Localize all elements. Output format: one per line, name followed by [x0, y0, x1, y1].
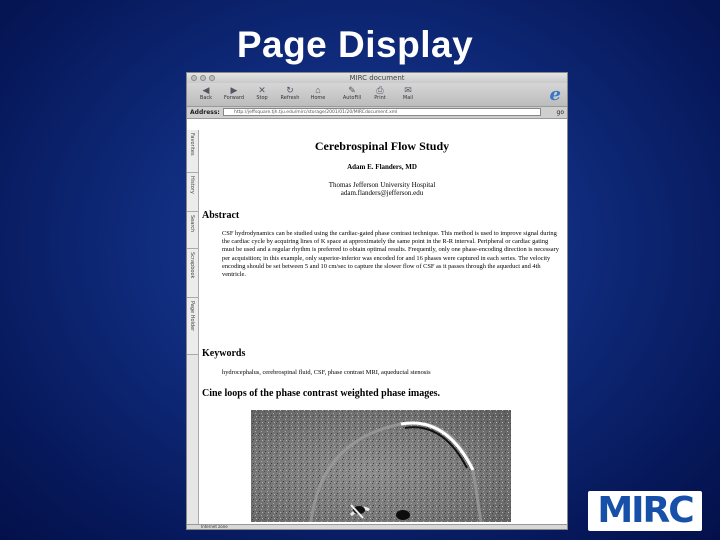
forward-label: Forward — [223, 95, 245, 101]
affiliation-text: Thomas Jefferson University Hospital — [328, 181, 436, 189]
address-bar — [187, 107, 567, 119]
status-bar — [187, 524, 567, 530]
mri-phase-contrast-image[interactable] — [251, 410, 511, 522]
address-label: Address: — [190, 109, 220, 116]
back-label: Back — [199, 95, 213, 101]
home-icon: ⌂ — [315, 85, 321, 95]
keywords-text: hydrocephalus, cerebrospinal fluid, CSF, phase contrast MRI, aqueductal stenosis — [222, 369, 431, 376]
cine-loops-heading: Cine loops of the phase contrast weighted phase images. — [202, 388, 441, 399]
browser-window — [186, 72, 568, 530]
explorer-sidebar — [187, 130, 199, 525]
sidebar-tab-favorites[interactable] — [187, 130, 198, 173]
back-button[interactable] — [193, 85, 219, 105]
back-arrow-icon: ◀ — [202, 85, 210, 95]
stop-icon: ✕ — [258, 85, 266, 95]
abstract-heading: Abstract — [202, 210, 240, 221]
print-label: Print — [374, 95, 386, 101]
sidebar-tab-label: Favorites — [189, 133, 195, 156]
slide-title: Page Display — [236, 24, 474, 65]
author-name: Adam E. Flanders, MD — [347, 163, 417, 171]
refresh-icon: ↻ — [286, 85, 294, 95]
autofill-button[interactable] — [339, 85, 365, 105]
author-email-link[interactable]: adam.flanders@jefferson.edu — [340, 189, 424, 197]
print-icon: ⎙ — [376, 85, 384, 95]
home-label: Home — [310, 95, 326, 101]
mri-image-graphic — [251, 410, 511, 522]
autofill-label: AutoFill — [342, 95, 362, 101]
window-titlebar — [187, 73, 567, 83]
mirc-logo — [588, 491, 702, 531]
mail-button[interactable] — [395, 85, 421, 105]
forward-arrow-icon: ▶ — [230, 85, 238, 95]
page-content — [201, 119, 563, 525]
sidebar-tab-label: Scrapbook — [189, 252, 195, 279]
forward-button[interactable] — [221, 85, 247, 105]
author-affiliation — [201, 181, 563, 197]
keywords-heading: Keywords — [202, 348, 246, 359]
sidebar-tab-search[interactable] — [187, 212, 198, 249]
sidebar-tab-label: Search — [189, 215, 195, 233]
document-title: Cerebrospinal Flow Study — [314, 139, 450, 153]
print-button[interactable] — [367, 85, 393, 105]
home-button[interactable] — [305, 85, 331, 105]
go-button[interactable]: go — [556, 109, 564, 116]
stop-label: Stop — [256, 95, 268, 101]
status-text: Internet zone — [201, 524, 228, 529]
sidebar-tab-label: Page Holder — [189, 301, 195, 332]
sidebar-tab-label: History — [189, 176, 195, 194]
internet-explorer-logo-icon: e — [549, 84, 561, 105]
sidebar-tab-history[interactable] — [187, 173, 198, 212]
refresh-button[interactable] — [277, 85, 303, 105]
refresh-label: Refresh — [280, 95, 300, 101]
mirc-logo-text: MIRC — [597, 490, 693, 531]
mail-icon: ✉ — [404, 85, 412, 95]
browser-toolbar — [187, 83, 567, 107]
sidebar-tab-scrapbook[interactable] — [187, 249, 198, 298]
autofill-icon: ✎ — [348, 85, 356, 95]
stop-button[interactable] — [249, 85, 275, 105]
window-title: MIRC document — [349, 74, 405, 82]
abstract-text: CSF hydrodynamics can be studied using the cardiac-gated phase contrast technique. This method is used to improve signal during the cardiac cycle by acquiring lines of K space at approximately the same point in the R-R interval. Peripheral or cardiac gating must be used and a regular rhythm is preferred to obtain optimal results. Frequently, only one phase-encoding direction is necessary per acquisition; in this example, only superior-inferior was encoded for and 16 phases were captured in each series. The velocity encoding should be set between 5 and 10 cm/sec to capture the slower flow of CSF as it passes through the aqueduct and 4th ventricle. — [222, 230, 559, 279]
mail-label: Mail — [402, 95, 414, 101]
sidebar-tab-page-holder[interactable] — [187, 298, 198, 355]
address-input[interactable]: http://jeffsquare.tjh.tju.edu/mirc/storage/2001/01/20/MIRCdocument.xml — [223, 108, 541, 116]
